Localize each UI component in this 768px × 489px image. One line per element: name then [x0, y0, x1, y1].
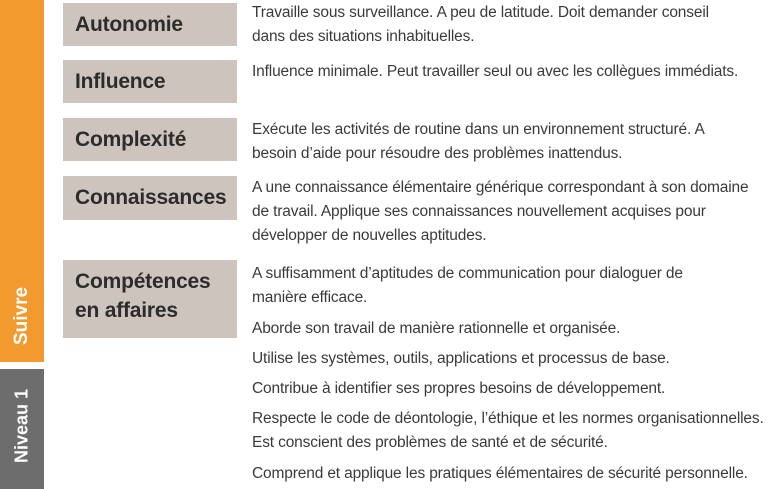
row-label-line: en affaires [75, 299, 178, 322]
level-number-label: Niveau 1 [11, 388, 32, 464]
row-label-influence: Influence [63, 60, 237, 103]
business-skill-item: Aborde son travail de manière rationnelle et organisée. [252, 320, 621, 337]
row-description-influence: Influence minimale. Peut travailler seul ou avec les collègues immédiats. [252, 63, 739, 80]
row-label-autonomie: Autonomie [63, 3, 237, 46]
row-description-complexite: Exécute les activités de routine dans un environnement structuré. A besoin d’aide pour résoudre des problèmes inattendus. [252, 121, 704, 162]
business-skill-item: Comprend et applique les pratiques élémentaires de sécurité personnelle. [252, 465, 748, 482]
business-skill-item: A suffisamment d’aptitudes de communication pour dialoguer de manière efficace. [252, 265, 683, 306]
row-label-competences-en-affaires [63, 260, 237, 338]
row-description-autonomie: Travaille sous surveillance. A peu de latitude. Doit demander conseil dans des situations inhabituelles. [252, 4, 709, 45]
business-skill-item: Contribue à identifier ses propres besoins de développement. [252, 380, 666, 397]
row-label-complexite: Complexité [63, 118, 237, 161]
row-label-line: Compétences [75, 270, 211, 293]
row-label-connaissances: Connaissances [63, 176, 237, 220]
level-name-label: Suivre [11, 286, 32, 346]
business-skill-item: Utilise les systèmes, outils, applications et processus de base. [252, 350, 670, 367]
business-skill-item: Respecte le code de déontologie, l’éthique et les normes organisationnelles. Est conscient des problèmes de santé et de sécurité. [252, 410, 764, 451]
row-description-connaissances: A une connaissance élémentaire générique correspondant à son domaine de travail. Applique ses connaissances nouvellement acquises pour développer de nouvelles aptitudes. [252, 179, 749, 244]
